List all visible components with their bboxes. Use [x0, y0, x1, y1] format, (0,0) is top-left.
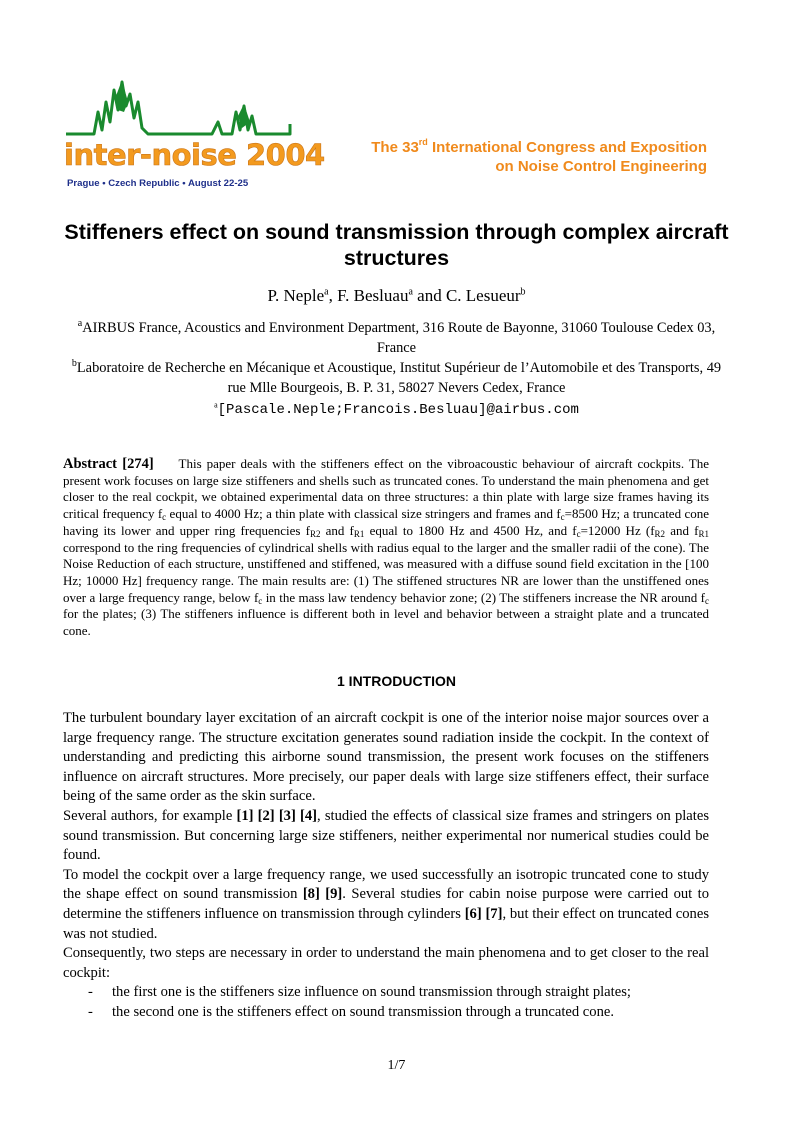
list-item: - the first one is the stiffeners size influence on sound transmission through straight plates;: [88, 984, 631, 1001]
logo-subtitle: Prague • Czech Republic • August 22-25: [67, 178, 249, 189]
list-item: - the second one is the stiffeners effect on sound transmission through a truncated cone.: [88, 1003, 615, 1020]
logo-wordmark: inter-noise 2004: [64, 138, 325, 172]
section-heading-introduction: 1 INTRODUCTION: [337, 673, 456, 689]
congress-heading: [371, 138, 707, 176]
citation: [1] [2] [3] [4]: [236, 807, 318, 824]
abstract: Abstract [274] This paper deals with the stiffeners effect on the vibroacoustic behaviour of aircraft cockpits. The present work focuses on large size stiffeners and shells such as truncated cones. To understand the main phenomena and get closer to the real cockpit, we obtained experimental data on three structures: a thin plate with large size frames having its critical frequency $f_c$ equal to 4000 Hz; a thin plate with classical size stringers and frames and $f_c=8500$ Hz; a truncated cone having its lower and upper ring frequencies $f_{R2}$ and $f_{R1}$ equal to 1800 Hz and 4500 Hz, and $f_c=12000$ Hz ($f_{R2}$ and $f_{R1}$ correspond to the ring frequencies of cylindrical shells with radius equal to the larger and the smaller radii of the cone). The Noise Reduction of each structure, unstiffened and stiffened, was measured with a diffuse sound field excitation in the [100 Hz; 10000 Hz] frequency range. The main results are: (1) The stiffened structures NR are lower than the unstiffened ones over a large frequency range, below $f_c$ in the mass law tendency behavior zone; (2) The stiffeners increase the NR around $f_c$ for the plates; (3) The stiffeners influence is different both in level and behavior between a straight plate and a truncated cone.: [63, 456, 710, 639]
affiliation-b: $^b$Laboratoire de Recherche en Mécanique et Acoustique, Institut Supérieur de l’Automobile et des Transports, 49 rue Mlle Bourgeois, B. P. 31, 58027 Nevers Cedex, France: [71, 358, 722, 396]
citation: [6] [7]: [464, 905, 503, 922]
paragraph: Consequently, two steps are necessary in order to understand the main phenomena and to get closer to the real cockpit:: [63, 945, 709, 981]
conference-logo: [62, 72, 325, 194]
introduction-body: [63, 709, 709, 1023]
author-list: P. Neple$^a$, F. Besluau$^a$ and C. Lesueur$^b$: [267, 286, 526, 305]
steps-list: [63, 983, 709, 1022]
paragraph: Several authors, for example [1] [2] [3] [4], studied the effects of classical size frames and stringers on plates sound transmission. But concerning large size stiffeners, neither experimental nor numerical studies could be found.: [63, 807, 710, 864]
skyline-line: [66, 82, 290, 134]
citation: [8] [9]: [302, 886, 343, 903]
author-email: $^a$[Pascale.Neple;Francois.Besluau]@airbus.com: [214, 400, 579, 418]
congress-line-2: on Noise Control Engineering: [495, 158, 707, 175]
congress-line-1: The 33rd International Congress and Exposition: [371, 137, 707, 156]
abstract-label: Abstract [274]: [63, 456, 154, 472]
paragraph: To model the cockpit over a large frequency range, we used successfully an isotropic truncated cone to study the shape effect on sound transmission [8] [9]. Several studies for cabin noise purpose were carried out to determine the stiffeners influence on transmission through cylinders [6] [7], but their effect on truncated cones was not studied.: [63, 866, 709, 942]
paper-title: Stiffeners effect on sound transmission through complex aircraft structures: [64, 220, 729, 270]
page-number: 1/7: [387, 1058, 406, 1073]
affiliation-a: $^a$AIRBUS France, Acoustics and Environment Department, 316 Route de Bayonne, 31060 Toulouse Cedex 03, France: [77, 318, 716, 356]
affiliations: [62, 318, 731, 398]
paragraph: The turbulent boundary layer excitation of an aircraft cockpit is one of the interior noise major sources over a large frequency range. The structure excitation generates sound radiation inside the cockpit. In the context of understanding and predicting this airborne sound transmission, the present work focuses on the stiffeners influence on aircraft structures. More precisely, our paper deals with large size stiffeners effect, their surface being of the same order as the skin surface.: [63, 710, 709, 805]
prague-skyline-graphic: [62, 72, 294, 142]
